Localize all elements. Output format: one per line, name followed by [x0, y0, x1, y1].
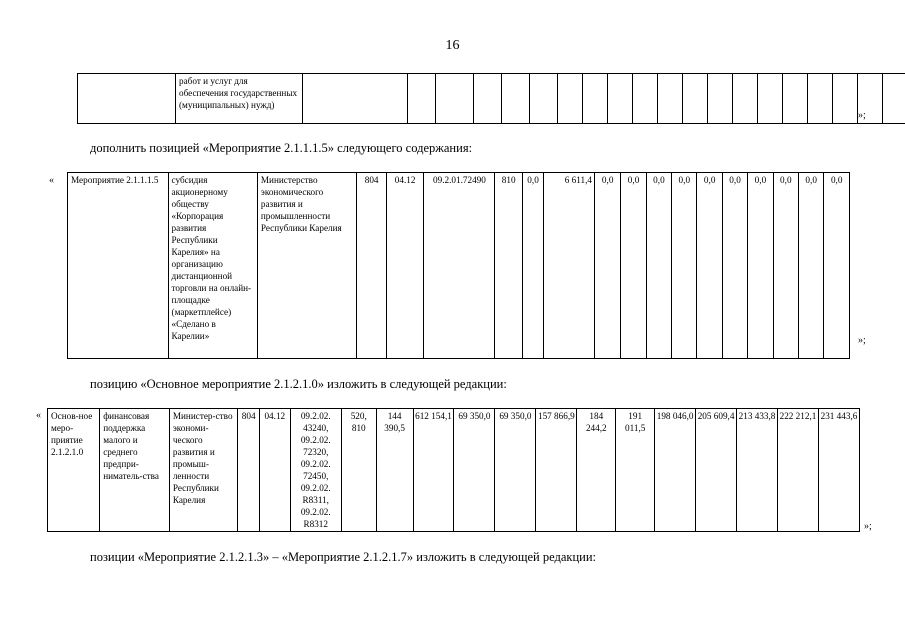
instruction-paragraph: позицию «Основное мероприятие 2.1.2.1.0» изложить в следующей редакции:: [90, 377, 507, 391]
table-cell: [708, 74, 733, 124]
table-cell: [583, 74, 608, 124]
table-cell-value: 144 390,5: [376, 409, 413, 532]
table-cell-value: 205 609,4: [696, 409, 737, 532]
instruction-paragraph: позиции «Мероприятие 2.1.2.1.3» – «Мероприятие 2.1.2.1.7» изложить в следующей редакции:: [90, 550, 596, 564]
table-cell-value: 0,0: [697, 173, 722, 359]
table-cell-vr: 810: [495, 173, 522, 359]
table-cell-executor: Министерство экономического развития и промышленности Республики Карелия: [257, 173, 357, 359]
table-cell: [608, 74, 633, 124]
table-cell: [808, 74, 833, 124]
table-cell-csr: 09.2.02. 43240, 09.2.02. 72320, 09.2.02. 72450, 09.2.02. R8311, 09.2.02. R8312: [290, 409, 341, 532]
table-cell-value: 0,0: [594, 173, 620, 359]
table-cell: [78, 74, 176, 124]
table-cell-value: 0,0: [798, 173, 823, 359]
table-cell-description: финансовая поддержка малого и среднего предпри-ниматель-ства: [100, 409, 170, 532]
table-continuation: [77, 73, 905, 124]
table-cell-description: субсидия акционерному обществу «Корпорация развития Республики Карелия» на организацию дистанционной торговли на онлайн-площадке (маркетплейсе) «Сделано в Карелии»: [168, 173, 257, 359]
table-row: [48, 409, 860, 532]
table-cell-value: 0,0: [748, 173, 773, 359]
table-cell-value: 69 350,0: [454, 409, 495, 532]
table-cell-value: 0,0: [773, 173, 798, 359]
table-cell: [633, 74, 658, 124]
table-cell: [783, 74, 808, 124]
table-cell-value: 0,0: [522, 173, 543, 359]
table-cell: [733, 74, 758, 124]
table-cell: [474, 74, 502, 124]
table-cell-value: 213 433,8: [737, 409, 778, 532]
table-cell-rzpr: 04.12: [259, 409, 290, 532]
closing-quote-mark: »;: [858, 335, 866, 346]
table-cell-value: 231 443,6: [818, 409, 859, 532]
table-cell-value: 0,0: [824, 173, 850, 359]
table-cell-grbs: 804: [238, 409, 260, 532]
table-cell-value: 6 611,4: [544, 173, 595, 359]
table-cell-name: Мероприятие 2.1.1.1.5: [68, 173, 169, 359]
table-cell-value: 0,0: [672, 173, 697, 359]
table-cell: [758, 74, 783, 124]
opening-quote-mark: «: [36, 410, 41, 421]
table-cell-executor: Министер-ство экономи-ческого развития и промыш-ленности Республики Карелия: [169, 409, 238, 532]
table-measure-2-1-1-1-5: [67, 172, 850, 359]
table-cell-value: 222 212,1: [778, 409, 819, 532]
table-cell-value: 198 046,0: [655, 409, 696, 532]
table-cell-vr: 520, 810: [341, 409, 376, 532]
table-cell: [408, 74, 436, 124]
table-cell-value: 612 154,1: [413, 409, 454, 532]
table-cell: [303, 74, 408, 124]
table-cell: [658, 74, 683, 124]
table-cell: [883, 74, 905, 124]
table-cell-value: 69 350,0: [495, 409, 536, 532]
table-cell: [436, 74, 474, 124]
table-cell-value: 184 244,2: [577, 409, 616, 532]
table-cell-csr: 09.2.01.72490: [424, 173, 495, 359]
table-cell: [530, 74, 558, 124]
table-cell: [502, 74, 530, 124]
page-number: 16: [445, 38, 460, 53]
table-cell-value: 0,0: [621, 173, 646, 359]
table-cell: [833, 74, 858, 124]
closing-quote-mark: »;: [864, 521, 872, 532]
table-cell-value: 191 011,5: [616, 409, 655, 532]
closing-quote-mark: »;: [858, 110, 866, 121]
table-cell-value: 0,0: [646, 173, 671, 359]
table-cell-description: работ и услуг для обеспечения государственных (муниципальных) нужд): [176, 74, 303, 124]
instruction-paragraph: дополнить позицией «Мероприятие 2.1.1.1.5» следующего содержания:: [90, 141, 473, 155]
table-main-measure-2-1-2-1-0: [47, 408, 860, 532]
opening-quote-mark: «: [49, 175, 54, 186]
table-cell-value: 0,0: [722, 173, 747, 359]
table-cell-name: Основ-ное меро-приятие 2.1.2.1.0: [48, 409, 100, 532]
table-cell-grbs: 804: [357, 173, 386, 359]
table-row: [78, 74, 905, 124]
table-cell-value: 157 866,9: [536, 409, 577, 532]
table-cell: [683, 74, 708, 124]
table-cell: [558, 74, 583, 124]
table-cell-rzpr: 04.12: [386, 173, 424, 359]
table-row: [68, 173, 850, 359]
